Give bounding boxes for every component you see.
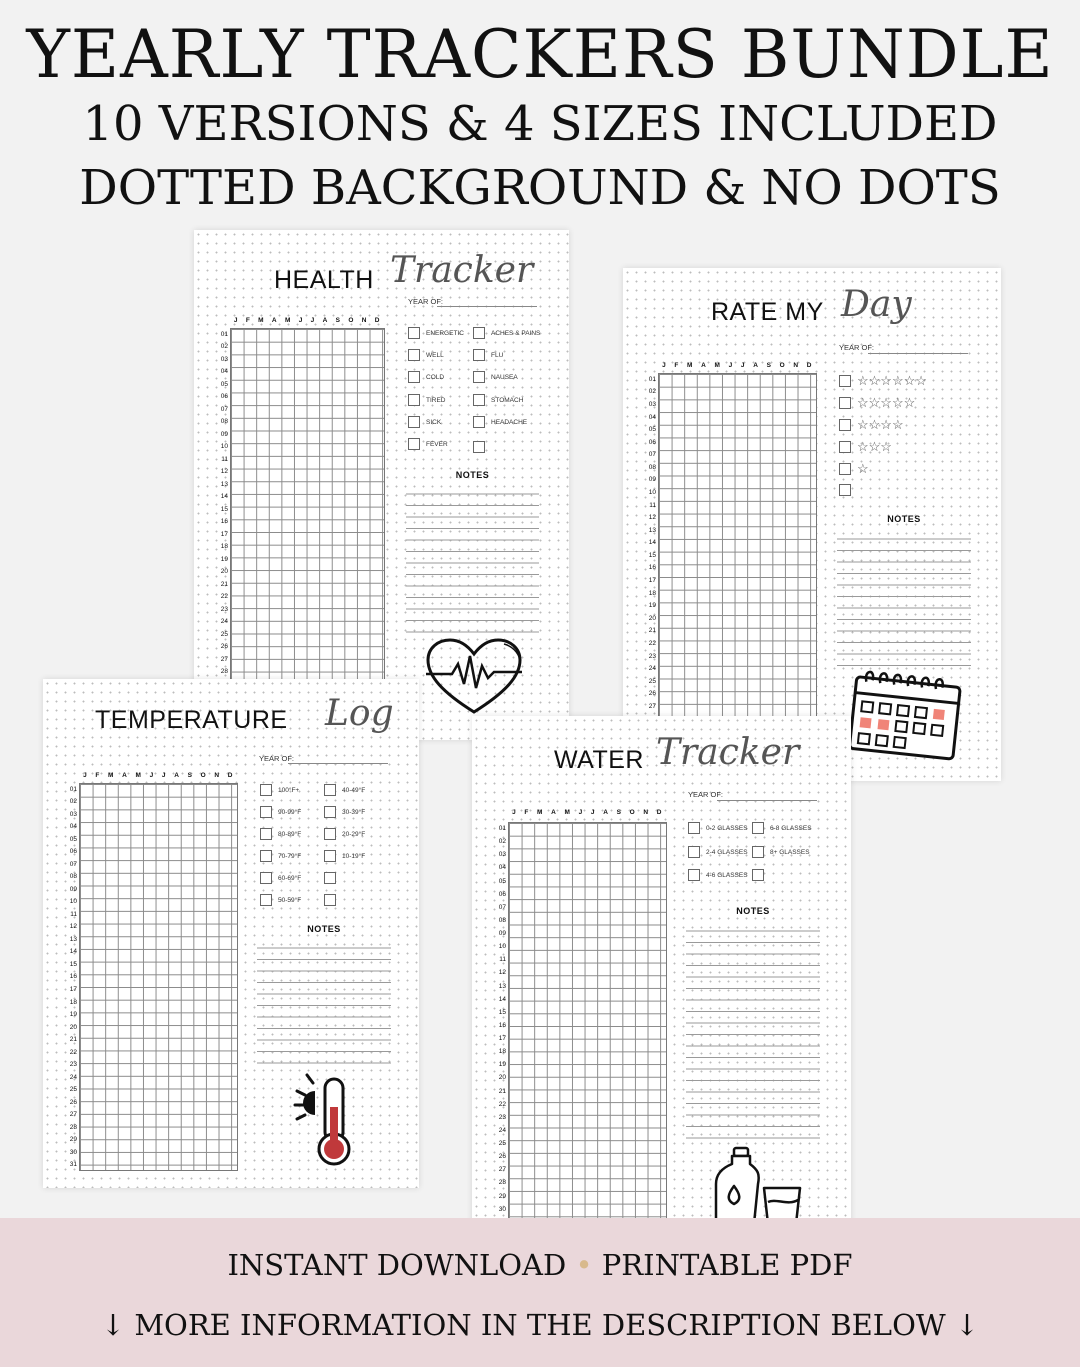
option-fever[interactable]: FEVER [408, 438, 448, 450]
option-20-29[interactable]: 20-29°F [324, 828, 365, 840]
day-label: 13 [69, 935, 77, 943]
option-90-99[interactable]: 90-99°F [260, 806, 301, 818]
checkbox[interactable] [260, 828, 272, 840]
day-label: 30 [69, 1148, 77, 1156]
option-headache[interactable]: HEADACHE [473, 416, 527, 428]
month-label: D [227, 772, 233, 779]
month-header [79, 772, 237, 779]
checkbox[interactable] [473, 441, 485, 453]
day-label: 15 [498, 1008, 506, 1016]
water-bottle-icon [702, 1144, 808, 1224]
day-label: 28 [220, 668, 228, 676]
day-label: 10 [648, 488, 656, 496]
day-label: 26 [220, 643, 228, 651]
day-label: 10 [220, 443, 228, 451]
rating-five-stars[interactable]: ☆☆☆☆☆ [839, 395, 915, 411]
option-well[interactable]: WELL [408, 349, 444, 361]
day-label: 05 [220, 380, 228, 388]
option-blank[interactable] [752, 869, 770, 881]
year-of-label: YEAR OF: [688, 790, 724, 799]
day-label: 11 [221, 455, 228, 463]
checkbox[interactable] [688, 846, 700, 858]
day-label: 28 [498, 1179, 506, 1187]
month-label: M [687, 362, 693, 369]
checkbox[interactable] [324, 872, 336, 884]
notes-heading: NOTES [307, 924, 341, 934]
option-blank-2[interactable] [324, 894, 342, 906]
tracker-grid [79, 783, 238, 1171]
day-label: 13 [648, 526, 656, 534]
month-header [230, 317, 384, 324]
day-label: 12 [220, 468, 228, 476]
day-label: 15 [69, 960, 77, 968]
day-label: 08 [498, 916, 506, 924]
month-label: A [174, 772, 180, 779]
health-tracker-page [194, 230, 569, 740]
year-of-line [868, 353, 968, 354]
day-label: 27 [69, 1111, 77, 1119]
day-label: 14 [220, 493, 228, 501]
day-label: 02 [648, 388, 656, 396]
day-label: 21 [648, 627, 656, 635]
day-column [61, 783, 77, 1171]
day-label: 05 [498, 877, 506, 885]
day-label: 21 [498, 1087, 506, 1095]
month-label: J [310, 317, 315, 324]
tracker-grid [508, 822, 667, 1236]
day-label: 01 [498, 825, 506, 833]
month-label: S [187, 772, 193, 779]
month-label: A [322, 317, 328, 324]
option-100-plus[interactable]: 100°F+ [260, 784, 299, 796]
month-label: D [374, 317, 380, 324]
subtitle-versions: 10 VERSIONS & 4 SIZES INCLUDED [82, 96, 998, 152]
month-label: A [551, 809, 557, 816]
rating-six-stars[interactable]: ☆☆☆☆☆☆ [839, 373, 927, 389]
checkbox[interactable] [260, 850, 272, 862]
option-50-59[interactable]: 50-59°F [260, 894, 301, 906]
option-6-8-glasses[interactable]: 6-8 GLASSES [752, 822, 812, 834]
month-label: O [200, 772, 207, 779]
day-label: 01 [220, 330, 228, 338]
month-label: J [512, 809, 517, 816]
checkbox[interactable] [260, 806, 272, 818]
year-of-label: YEAR OF: [839, 343, 875, 352]
day-label: 31 [69, 1161, 77, 1169]
day-label: 12 [69, 923, 77, 931]
checkbox[interactable] [839, 419, 851, 431]
subtitle-background: DOTTED BACKGROUND & NO DOTS [79, 160, 1001, 216]
option-70-79[interactable]: 70-79°F [260, 850, 301, 862]
day-label: 22 [648, 639, 656, 647]
day-label: 20 [648, 614, 656, 622]
month-label: S [335, 317, 341, 324]
day-label: 01 [69, 785, 77, 793]
day-label: 02 [220, 343, 228, 351]
checkbox[interactable] [324, 828, 336, 840]
water-title: WATER [554, 746, 644, 774]
day-label: 24 [648, 665, 656, 673]
day-label: 05 [69, 835, 77, 843]
day-label: 09 [69, 885, 77, 893]
day-label: 19 [498, 1061, 506, 1069]
checkbox[interactable] [752, 846, 764, 858]
day-label: 20 [220, 568, 228, 576]
month-label: J [578, 809, 583, 816]
month-label: N [793, 362, 799, 369]
day-label: 19 [69, 1011, 77, 1019]
month-label: J [740, 362, 746, 369]
day-label: 04 [648, 413, 656, 421]
checkbox[interactable] [752, 822, 764, 834]
day-label: 27 [648, 702, 656, 710]
checkbox[interactable] [752, 869, 764, 881]
option-blank-1[interactable] [324, 872, 342, 884]
checkbox[interactable] [839, 463, 851, 475]
option-tired[interactable]: TIRED [408, 394, 446, 406]
checkbox[interactable] [408, 438, 420, 450]
day-label: 27 [498, 1166, 506, 1174]
month-label: J [233, 317, 239, 324]
checkbox[interactable] [260, 872, 272, 884]
notes-lines[interactable] [257, 937, 391, 1067]
day-label: 11 [70, 910, 77, 918]
checkbox[interactable] [260, 894, 272, 906]
day-label: 03 [220, 355, 228, 363]
day-label: 04 [498, 864, 506, 872]
day-column [640, 373, 656, 713]
day-label: 18 [498, 1048, 506, 1056]
checkbox[interactable] [324, 806, 336, 818]
month-label: O [629, 809, 636, 816]
day-label: 17 [69, 986, 77, 993]
checkbox[interactable] [408, 371, 420, 383]
day-label: 25 [648, 677, 656, 685]
health-title: HEALTH [274, 266, 374, 294]
option-10-19[interactable]: 10-19°F [324, 850, 365, 862]
checkbox[interactable] [473, 416, 485, 428]
month-label: J [590, 809, 596, 816]
day-label: 20 [69, 1023, 77, 1031]
day-label: 26 [498, 1153, 506, 1161]
month-label: D [806, 362, 812, 369]
day-label: 10 [69, 898, 77, 906]
month-label: A [603, 809, 609, 816]
day-label: 02 [498, 838, 506, 846]
day-label: 19 [648, 602, 656, 610]
temperature-log-page [43, 679, 419, 1188]
year-of-label: YEAR OF: [259, 754, 295, 763]
day-label: 24 [69, 1073, 77, 1081]
month-label: N [361, 317, 367, 324]
water-script-title: Tracker [656, 732, 800, 773]
day-label: 03 [498, 851, 506, 859]
checkbox[interactable] [408, 416, 420, 428]
day-label: 10 [498, 943, 506, 951]
day-label: 25 [220, 630, 228, 638]
day-label: 26 [69, 1098, 77, 1106]
day-label: 21 [220, 580, 228, 588]
thermometer-icon [293, 1067, 361, 1167]
tracker-grid [658, 373, 817, 733]
rating-three-stars[interactable]: ☆☆☆ [839, 439, 892, 455]
day-label: 07 [498, 903, 506, 911]
heartbeat-icon [422, 638, 526, 718]
day-column [212, 328, 228, 678]
checkbox[interactable] [688, 822, 700, 834]
year-of-line [717, 800, 817, 801]
day-label: 11 [499, 956, 506, 964]
day-label: 29 [69, 1136, 77, 1144]
checkbox[interactable] [839, 441, 851, 453]
option-80-89[interactable]: 80-89°F [260, 828, 301, 840]
notes-lines[interactable] [406, 483, 539, 633]
water-tracker-page [472, 716, 851, 1236]
day-label: 07 [648, 451, 656, 459]
temperature-title: TEMPERATURE [95, 706, 288, 734]
day-label: 23 [648, 652, 656, 660]
checkbox[interactable] [324, 894, 336, 906]
day-label: 24 [220, 618, 228, 626]
month-label: F [245, 317, 251, 324]
day-label: 08 [648, 463, 656, 471]
notes-lines[interactable] [837, 528, 971, 668]
rate-my-day-page [623, 268, 1001, 781]
day-label: 16 [498, 1021, 506, 1029]
option-60-69[interactable]: 60-69°F [260, 872, 301, 884]
checkbox[interactable] [473, 371, 485, 383]
day-label: 08 [69, 873, 77, 881]
day-label: 04 [69, 823, 77, 831]
footer-line-download: INSTANT DOWNLOAD • PRINTABLE PDF [227, 1248, 853, 1282]
day-label: 17 [648, 577, 656, 585]
day-label: 23 [69, 1061, 77, 1069]
option-0-2-glasses[interactable]: 0-2 GLASSES [688, 822, 748, 834]
option-energetic[interactable]: ENERGETIC [408, 327, 464, 339]
day-label: 16 [648, 564, 656, 572]
day-label: 04 [220, 368, 228, 376]
checkbox[interactable] [260, 784, 272, 796]
option-stomach[interactable]: STOMACH [473, 394, 523, 406]
day-label: 03 [648, 400, 656, 408]
day-label: 16 [220, 518, 228, 526]
year-of-line [437, 306, 537, 307]
day-label: 13 [220, 480, 228, 488]
day-label: 13 [498, 982, 506, 990]
day-column [490, 822, 506, 1216]
checkbox[interactable] [408, 349, 420, 361]
day-label: 26 [648, 690, 656, 698]
day-label: 06 [220, 393, 228, 401]
checkbox[interactable] [408, 327, 420, 339]
checkbox[interactable] [839, 375, 851, 387]
day-label: 02 [69, 798, 77, 806]
day-label: 09 [498, 930, 506, 938]
day-label: 08 [220, 418, 228, 426]
checkbox[interactable] [408, 394, 420, 406]
day-label: 17 [498, 1035, 506, 1043]
option-40-49[interactable]: 40-49°F [324, 784, 365, 796]
month-label: J [662, 362, 667, 369]
month-label: A [753, 362, 759, 369]
option-2-4-glasses[interactable]: 2-4 GLASSES [688, 846, 748, 858]
rating-four-stars[interactable]: ☆☆☆☆ [839, 417, 904, 433]
day-label: 25 [498, 1140, 506, 1148]
day-label: 30 [498, 1205, 506, 1213]
day-label: 16 [69, 973, 77, 981]
day-label: 09 [648, 476, 656, 484]
option-aches[interactable]: ACHES & PAINS [473, 327, 540, 339]
day-label: 22 [220, 593, 228, 601]
day-label: 22 [69, 1048, 77, 1056]
year-of-line [288, 763, 388, 764]
month-label: F [674, 362, 679, 369]
rating-blank[interactable] [839, 484, 857, 496]
month-header [508, 809, 666, 816]
month-label: S [766, 362, 772, 369]
month-label: J [298, 317, 303, 324]
month-label: M [537, 809, 543, 816]
option-4-6-glasses[interactable]: 4-6 GLASSES [688, 869, 748, 881]
rate-script-title: Day [841, 284, 912, 325]
day-label: 01 [648, 375, 656, 383]
month-label: M [135, 772, 142, 779]
month-label: M [108, 772, 114, 779]
month-label: O [348, 317, 354, 324]
checkbox[interactable] [473, 327, 485, 339]
day-label: 21 [69, 1036, 77, 1044]
day-label: 22 [498, 1100, 506, 1108]
month-label: D [656, 809, 662, 816]
month-label: M [258, 317, 265, 324]
day-label: 11 [649, 501, 656, 509]
day-label: 05 [648, 426, 656, 434]
month-label: O [779, 362, 786, 369]
checkbox[interactable] [473, 349, 485, 361]
option-blank[interactable] [473, 441, 491, 453]
main-title: YEARLY TRACKERS BUNDLE [26, 16, 1054, 93]
notes-heading: NOTES [887, 514, 921, 524]
option-nausea[interactable]: NAUSEA [473, 371, 518, 383]
day-label: 06 [648, 438, 656, 446]
day-label: 03 [69, 810, 77, 818]
rate-title: RATE MY [711, 298, 824, 326]
option-flu[interactable]: FLU [473, 349, 503, 361]
tracker-grid [230, 328, 385, 688]
day-label: 28 [69, 1123, 77, 1131]
day-label: 15 [220, 505, 228, 513]
day-label: 24 [498, 1126, 506, 1134]
month-label: N [643, 809, 649, 816]
health-script-title: Tracker [390, 250, 534, 291]
checkbox[interactable] [473, 394, 485, 406]
day-label: 18 [648, 589, 656, 597]
month-label: A [271, 317, 278, 324]
day-label: 14 [648, 539, 656, 547]
calendar-icon [847, 668, 965, 764]
year-of-label: YEAR OF: [408, 297, 444, 306]
temperature-script-title: Log [325, 693, 394, 734]
day-label: 27 [220, 655, 228, 663]
option-cold[interactable]: COLD [408, 371, 444, 383]
checkbox[interactable] [839, 397, 851, 409]
option-8-plus-glasses[interactable]: 8+ GLASSES [752, 846, 810, 858]
month-label: A [122, 772, 128, 779]
day-label: 18 [220, 543, 228, 551]
day-label: 20 [498, 1074, 506, 1082]
day-label: 23 [220, 605, 228, 613]
checkbox[interactable] [324, 784, 336, 796]
month-label: F [524, 809, 529, 816]
day-label: 19 [220, 555, 228, 563]
month-header [658, 362, 816, 369]
checkbox[interactable] [688, 869, 700, 881]
notes-lines[interactable] [686, 920, 820, 1145]
day-label: 06 [498, 890, 506, 898]
option-30-39[interactable]: 30-39°F [324, 806, 365, 818]
month-label: M [284, 317, 291, 324]
day-label: 25 [69, 1086, 77, 1094]
month-label: J [83, 772, 88, 779]
day-label: 09 [220, 430, 228, 438]
day-label: 14 [498, 995, 506, 1003]
footer-banner [0, 1218, 1080, 1367]
month-label: M [564, 809, 571, 816]
option-sick[interactable]: SICK [408, 416, 441, 428]
month-label: N [214, 772, 220, 779]
month-label: J [149, 772, 154, 779]
month-label: S [616, 809, 622, 816]
day-label: 12 [648, 514, 656, 522]
footer-line-info: ↓ MORE INFORMATION IN THE DESCRIPTION BELOW ↓ [100, 1308, 980, 1342]
day-label: 06 [69, 848, 77, 856]
month-label: M [714, 362, 721, 369]
day-label: 15 [648, 551, 656, 559]
month-label: J [728, 362, 733, 369]
month-label: J [161, 772, 167, 779]
notes-heading: NOTES [455, 470, 490, 480]
day-label: 23 [498, 1113, 506, 1121]
day-label: 14 [69, 948, 77, 956]
notes-heading: NOTES [736, 906, 770, 916]
month-label: A [701, 362, 707, 369]
checkbox[interactable] [324, 850, 336, 862]
day-label: 07 [69, 860, 77, 868]
day-label: 17 [220, 530, 228, 538]
day-label: 18 [69, 998, 77, 1006]
checkbox[interactable] [839, 484, 851, 496]
month-label: F [95, 772, 100, 779]
day-label: 07 [220, 405, 228, 413]
day-label: 12 [498, 969, 506, 977]
rating-one-star[interactable]: ☆ [839, 461, 869, 477]
day-label: 29 [498, 1192, 506, 1200]
